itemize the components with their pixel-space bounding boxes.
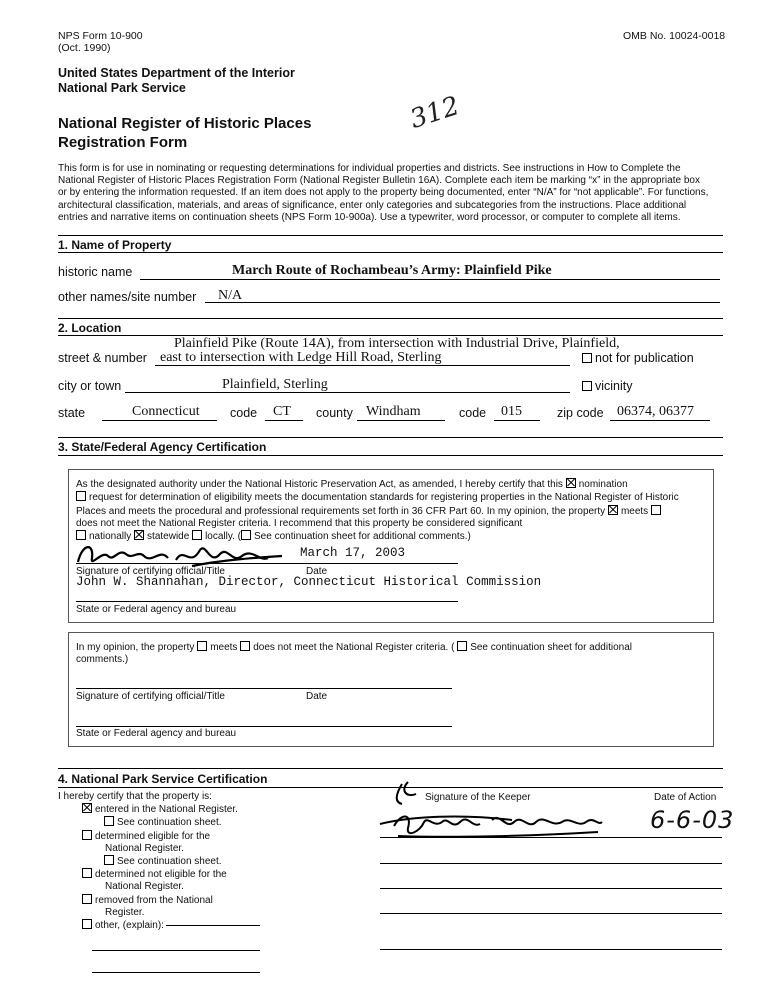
see-continuation-checkbox-icon[interactable] [104, 855, 114, 865]
removed-checkbox-icon[interactable] [82, 894, 92, 904]
keeper-line [380, 949, 722, 950]
field-line [494, 420, 540, 421]
field-line [357, 420, 445, 421]
historic-name-value[interactable]: March Route of Rochambeau’s Army: Plainfield Pike [232, 263, 552, 278]
street-value-line2[interactable]: east to intersection with Ledge Hill Road, Sterling [160, 350, 442, 365]
omb-number: OMB No. 10024-0018 [623, 30, 726, 42]
agency-line [76, 726, 452, 727]
checkbox-icon[interactable] [582, 353, 592, 363]
state-code-value[interactable]: CT [273, 404, 291, 419]
county-code-value[interactable]: 015 [501, 404, 522, 419]
zip-value[interactable]: 06374, 06377 [617, 404, 694, 419]
city-label: city or town [58, 379, 122, 393]
section-divider [58, 318, 723, 319]
zip-label: zip code [557, 406, 604, 420]
keeper-signature [372, 776, 612, 844]
state-value[interactable]: Connecticut [132, 404, 200, 419]
entered-checkbox-icon[interactable] [82, 803, 92, 813]
other-checkbox-icon[interactable] [82, 919, 92, 929]
date-of-action-value[interactable]: 6-6-03 [650, 806, 735, 834]
other-names-label: other names/site number [58, 290, 197, 304]
section1-title: 1. Name of Property [58, 238, 172, 252]
signer-name[interactable]: John W. Shannahan, Director, Connecticut Historical Commission [76, 575, 542, 589]
street-value-line1[interactable]: Plainfield Pike (Route 14A), from intersection with Industrial Drive, Plainfield, [174, 336, 620, 351]
vicinity[interactable]: vicinity [582, 379, 633, 393]
county-label: county [316, 406, 353, 420]
signature-line [76, 688, 452, 689]
certification-date[interactable]: March 17, 2003 [300, 546, 406, 560]
county-code-label: code [459, 406, 487, 420]
keeper-line [380, 913, 722, 914]
not-meets-checkbox-icon[interactable] [651, 505, 661, 515]
field-line [125, 392, 570, 393]
signature-label: Signature of certifying official/Title [76, 566, 225, 577]
field-line [265, 420, 303, 421]
see-continuation-checkbox-icon[interactable] [104, 816, 114, 826]
field-line [155, 365, 570, 366]
keeper-line [380, 888, 722, 889]
request-checkbox-icon[interactable] [76, 491, 86, 501]
handwritten-number: 312 [406, 91, 464, 135]
nomination-checkbox-icon[interactable] [566, 478, 576, 488]
eligible-checkbox-icon[interactable] [82, 830, 92, 840]
signature-label: Signature of certifying official/Title [76, 691, 225, 702]
opinion-see-checkbox-icon[interactable] [457, 641, 467, 651]
section-rule [58, 252, 723, 253]
date-label: Date [306, 566, 328, 577]
explain-line [166, 925, 260, 926]
section3-title: 3. State/Federal Agency Certification [58, 440, 267, 454]
signature-line [76, 563, 458, 564]
field-line [140, 279, 720, 280]
state-code-label: code [230, 406, 258, 420]
section-divider [58, 235, 723, 236]
field-line [205, 302, 720, 303]
meets-checkbox-icon[interactable] [608, 505, 618, 515]
state-label: state [58, 406, 86, 420]
keeper-line [380, 863, 722, 864]
not-eligible-checkbox-icon[interactable] [82, 868, 92, 878]
section4-title: 4. National Park Service Certification [58, 772, 268, 786]
explain-line [92, 972, 260, 973]
form-title-line2: Registration Form [58, 134, 188, 151]
keeper-label: Signature of the Keeper [425, 792, 531, 803]
section2-title: 2. Location [58, 321, 122, 335]
field-line [102, 420, 217, 421]
section-divider [58, 437, 723, 438]
department: United States Department of the Interior [58, 66, 295, 80]
certification-text: As the designated authority under the National Historic Preservation Act, as amended, I hereby certify that this nomination request for determination of eligibility meets the documentation standards for registering properties in the National Register of Historic Places and meets the procedural and professional requirements set forth in 36 CFR Part 60. In my opinion, the property meets does not meet the National Register criteria. I recommend that this property be considered significant nationally statewide locally. ( See continuation sheet for additional comments.) [76, 479, 679, 543]
agency-label: State or Federal agency and bureau [76, 604, 237, 615]
instructions: This form is for use in nominating or requesting determinations for individual properties and districts. See instructions in How to Complete the National Register of Historic Places Registration Form (National Register Bulletin 16A). Complete each item be marking “x” in the appropriate box or by entering the information requested. If an item does not apply to the property being documented, enter “N/A” for “not applicable”. For functions, architectural classification, materials, and areas of significance, enter only categories and subcategories from the instructions. Place additional entries and narrative items on continuation sheets (NPS Form 10-900a). Use a typewriter, word processor, or computer to complete all items. [58, 163, 709, 223]
street-label: street & number [58, 351, 147, 365]
nps-certification-list: I hereby certify that the property is: entered in the National Register. See continuation sheet. determined eligible for the National Register. See continuation sheet. determined not eligible for the National Register. removed from the National Register. other, (explain): [58, 791, 238, 932]
opinion-meets-checkbox-icon[interactable] [197, 641, 207, 651]
form-number: NPS Form 10-900 [58, 30, 143, 42]
keeper-line [380, 837, 722, 838]
other-names-value[interactable]: N/A [218, 288, 243, 303]
section-rule [58, 455, 723, 456]
not-for-publication[interactable]: not for publication [582, 351, 694, 365]
date-of-action-label: Date of Action [654, 792, 717, 803]
agency-label: State or Federal agency and bureau [76, 728, 237, 739]
form-title-line1: National Register of Historic Places [58, 115, 312, 132]
section-divider [58, 768, 723, 769]
city-value[interactable]: Plainfield, Sterling [222, 377, 328, 392]
opinion-not-meets-checkbox-icon[interactable] [240, 641, 250, 651]
form-date: (Oct. 1990) [58, 42, 111, 54]
service: National Park Service [58, 81, 186, 95]
date-label: Date [306, 691, 328, 702]
historic-name-label: historic name [58, 265, 133, 279]
field-line [610, 420, 710, 421]
checkbox-icon[interactable] [582, 381, 592, 391]
agency-line [76, 601, 458, 602]
opinion-text: In my opinion, the property meets does not meet the National Register criteria. ( See continuation sheet for additional comments.) [76, 642, 632, 666]
county-value[interactable]: Windham [366, 404, 421, 419]
explain-line [92, 950, 260, 951]
